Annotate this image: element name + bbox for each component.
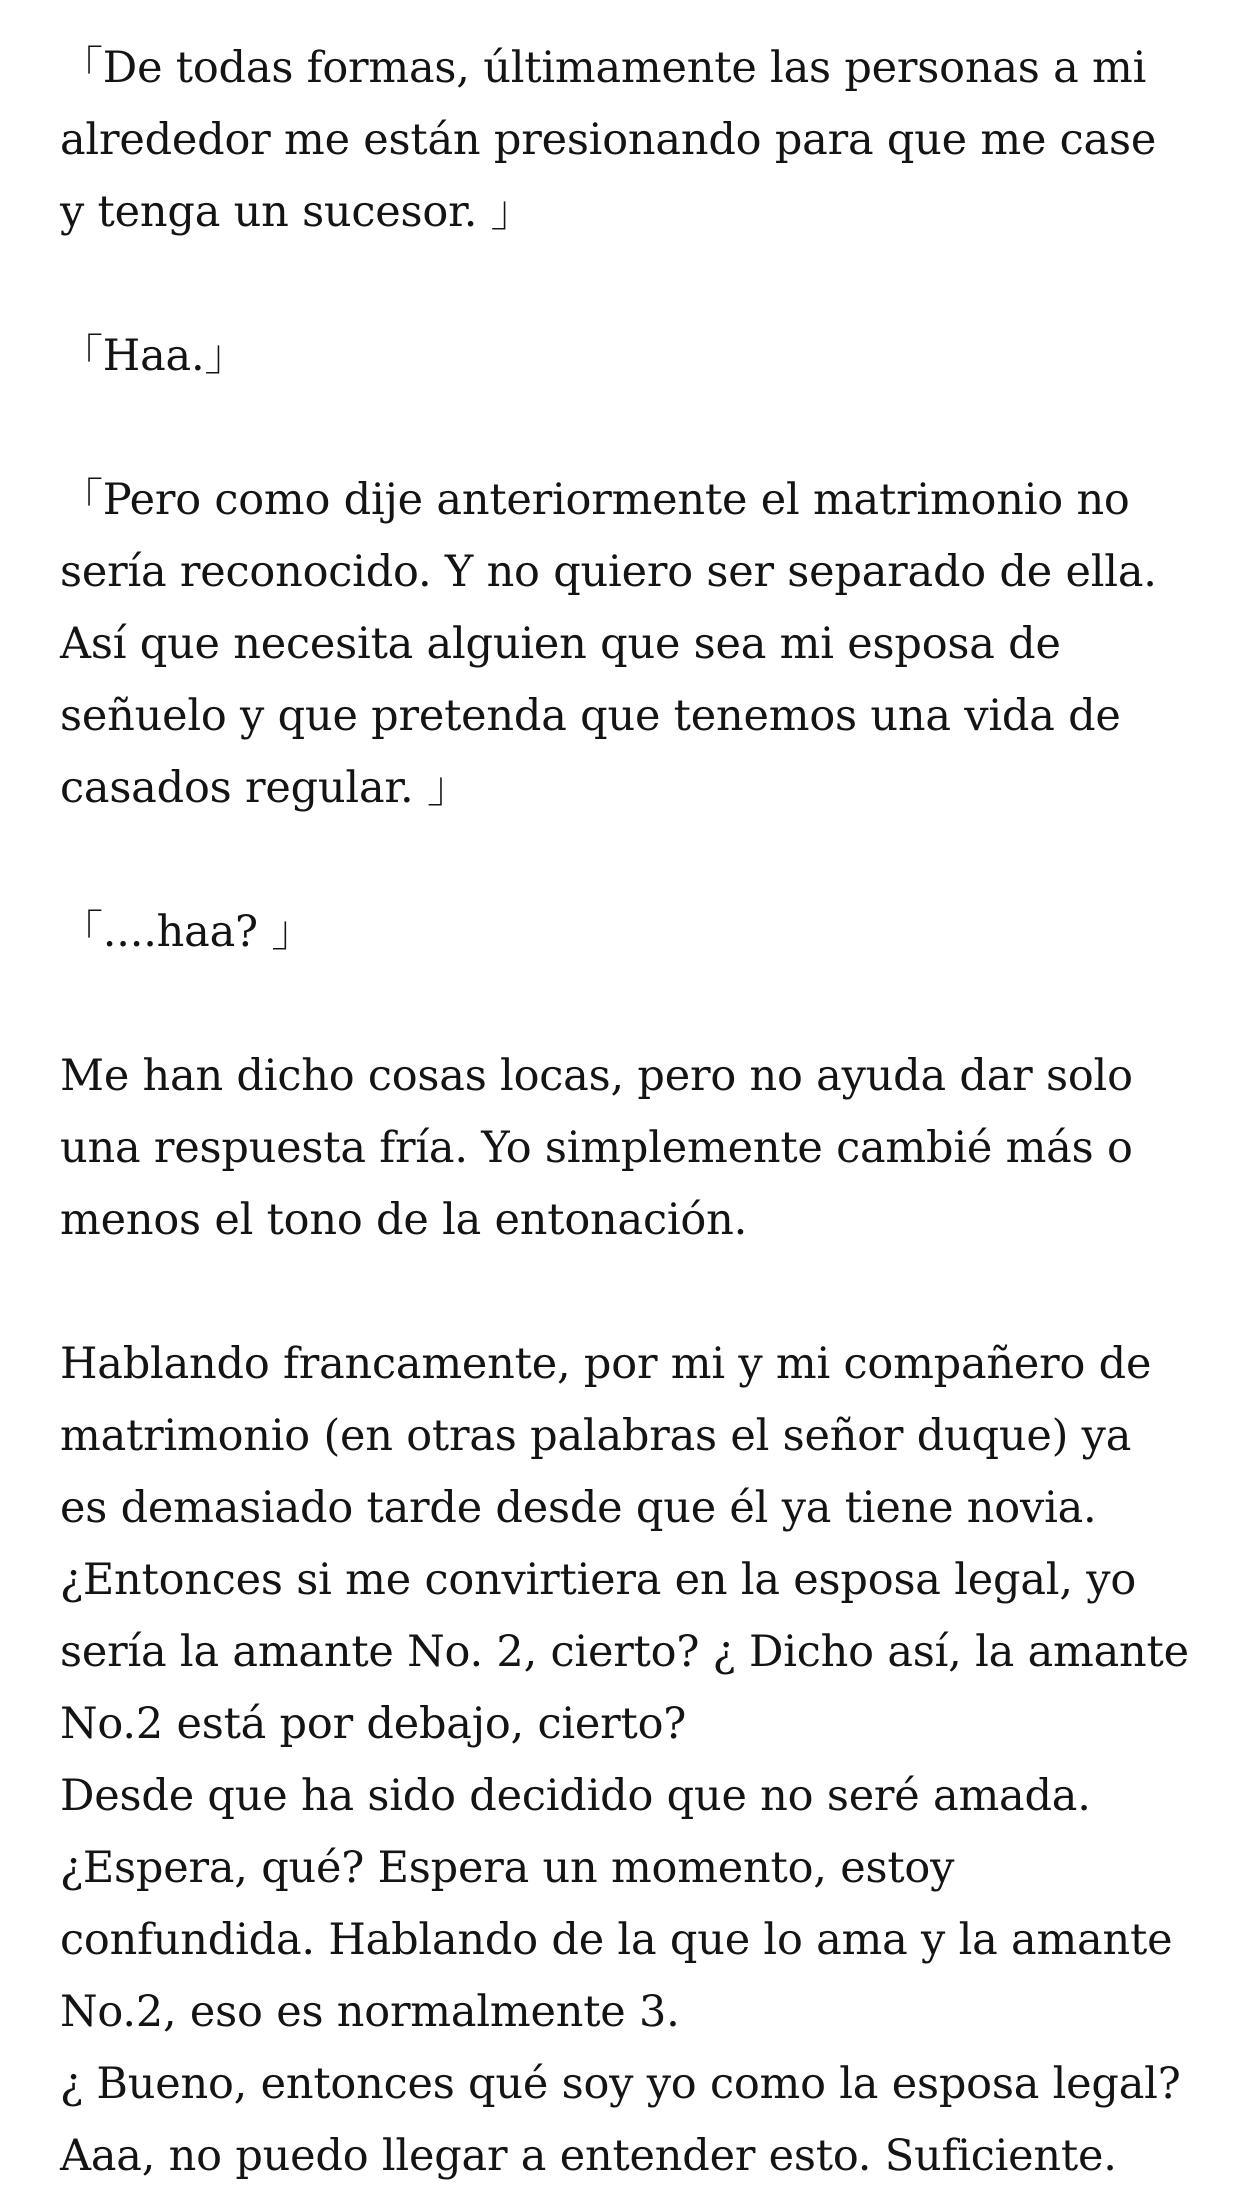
text-line: ¿ Bueno, entonces qué soy yo como la esposa legal?: [60, 2059, 1181, 2109]
paragraph-5: [60, 1040, 1200, 1256]
text-line: menos el tono de la entonación.: [60, 1195, 748, 1245]
text-line: señuelo y que pretenda que tenemos una vida de: [60, 691, 1121, 741]
reading-text: [60, 32, 1200, 2192]
text-line: 「Haa.」: [60, 331, 248, 381]
text-line: Aaa, no puedo llegar a entender esto. Suficiente.: [60, 2131, 1117, 2181]
text-line: alrededor me están presionando para que me case: [60, 115, 1157, 165]
paragraph-4: [60, 896, 1200, 968]
paragraph-gap: [60, 248, 1200, 320]
text-line: No.2, eso es normalmente 3.: [60, 1987, 680, 2037]
text-line: ¿Entonces si me convirtiera en la esposa legal, yo: [60, 1555, 1137, 1605]
text-line: es demasiado tarde desde que él ya tiene novia.: [60, 1483, 1097, 1533]
text-line: sería la amante No. 2, cierto? ¿ Dicho así, la amante: [60, 1627, 1189, 1677]
text-line: Así que necesita alguien que sea mi esposa de: [60, 619, 1061, 669]
paragraph-gap: [60, 824, 1200, 896]
text-line: sería reconocido. Y no quiero ser separado de ella.: [60, 547, 1157, 597]
text-line: matrimonio (en otras palabras el señor duque) ya: [60, 1411, 1132, 1461]
text-line: una respuesta fría. Yo simplemente cambié más o: [60, 1123, 1133, 1173]
text-line: 「Pero como dije anteriormente el matrimonio no: [60, 475, 1130, 525]
text-line: Desde que ha sido decidido que no seré amada.: [60, 1771, 1091, 1821]
text-line: casados regular. 」: [60, 763, 470, 813]
text-line: ¿Espera, qué? Espera un momento, estoy: [60, 1843, 955, 1893]
text-line: Hablando francamente, por mi y mi compañero de: [60, 1339, 1152, 1389]
text-line: No.2 está por debajo, cierto?: [60, 1699, 687, 1749]
text-line: 「De todas formas, últimamente las personas a mi: [60, 43, 1147, 93]
paragraph-gap: [60, 392, 1200, 464]
paragraph-gap: [60, 1256, 1200, 1328]
paragraph-6: [60, 1328, 1200, 2192]
paragraph-1: [60, 32, 1200, 248]
text-line: 「....haa? 」: [60, 907, 315, 957]
paragraph-gap: [60, 968, 1200, 1040]
text-line: Me han dicho cosas locas, pero no ayuda dar solo: [60, 1051, 1133, 1101]
text-line: confundida. Hablando de la que lo ama y la amante: [60, 1915, 1173, 1965]
paragraph-3: [60, 464, 1200, 824]
text-line: y tenga un sucesor. 」: [60, 187, 534, 237]
paragraph-2: [60, 320, 1200, 392]
